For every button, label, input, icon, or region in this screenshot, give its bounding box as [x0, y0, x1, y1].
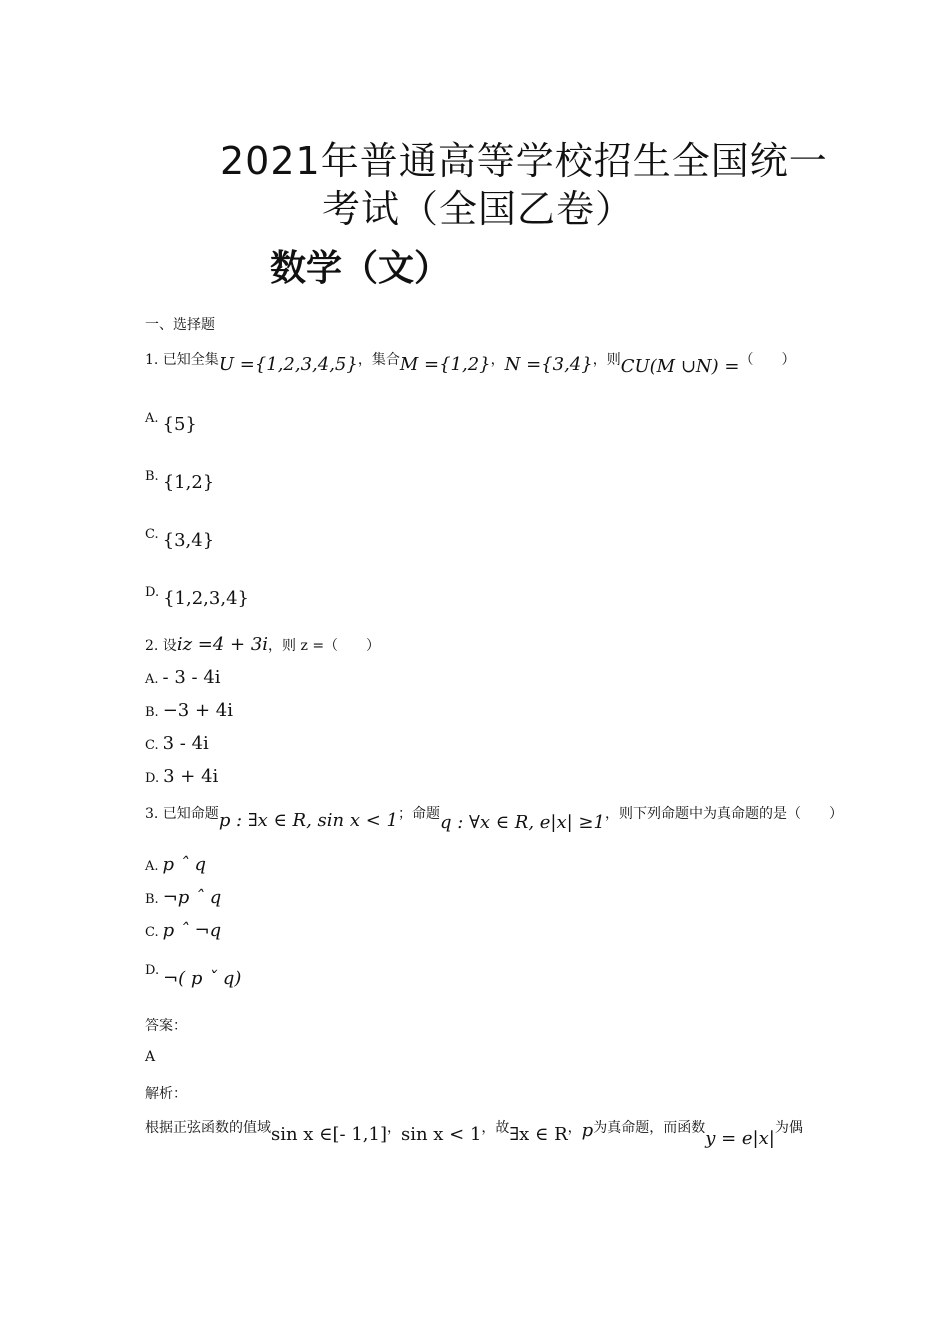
q2-stem-tail: ，则 z =（ ）: [268, 638, 381, 654]
analysis-t3: ，故: [481, 1120, 510, 1136]
q1-option-b-value: {1,2}: [162, 472, 215, 493]
q1-stem: [145, 348, 796, 377]
q2-option-c-value: 3 - 4i: [162, 733, 209, 754]
analysis-text: [145, 1116, 803, 1149]
q1-option-a-value: {5}: [162, 414, 197, 435]
q3-option-c-value: p ˆ ¬q: [162, 920, 222, 941]
q2-option-a: [145, 667, 221, 688]
q3-option-a: [145, 854, 206, 875]
q3-option-a-label: A.: [145, 859, 159, 874]
q1-set-n: N ={3,4}: [504, 354, 593, 375]
q2-option-c: [145, 733, 209, 754]
q1-comma: ，: [490, 352, 505, 368]
analysis-t4: ，: [567, 1120, 582, 1136]
q2-option-b-value: −3 + 4i: [162, 700, 233, 721]
analysis-m5: y = e|x|: [705, 1128, 775, 1149]
q2-equation: iz =4 + 3i: [176, 634, 269, 655]
q1-option-c: [145, 522, 215, 551]
q3-option-c: [145, 920, 221, 941]
q1-set-u: U ={1,2,3,4,5}: [218, 354, 358, 375]
q2-option-a-value: - 3 - 4i: [162, 667, 221, 688]
q1-option-d-label: D.: [145, 585, 160, 600]
q3-option-d-label: D.: [145, 963, 160, 978]
q3-option-d-value: ¬( p ˇ q): [163, 968, 242, 989]
analysis-t5: 为真命题，而函数: [593, 1120, 706, 1136]
q1-option-b-label: B.: [145, 469, 159, 484]
q1-expr: CU(M ∪N) =: [620, 356, 740, 377]
q1-option-d-value: {1,2,3,4}: [163, 588, 249, 609]
q2-stem-text: 2. 设: [145, 638, 177, 654]
q1-stem-text: 1. 已知全集: [145, 352, 219, 368]
q3-stem: [145, 802, 843, 833]
q1-option-c-label: C.: [145, 527, 159, 542]
doc-title-line2: 考试（全国乙卷）: [322, 187, 635, 231]
q1-mid-a: ，集合: [357, 352, 400, 368]
q3-option-c-label: C.: [145, 925, 159, 940]
q3-option-b-label: B.: [145, 892, 159, 907]
analysis-t2: ，: [386, 1120, 401, 1136]
q2-option-b: [145, 700, 233, 721]
doc-subject: 数学（文）: [270, 248, 451, 289]
analysis-t1: 根据正弦函数的值域: [145, 1120, 271, 1136]
q3-option-b-value: ¬p ˆ q: [162, 887, 222, 908]
analysis-heading: 解析：: [145, 1086, 187, 1102]
q3-option-d: [145, 958, 242, 989]
q1-mid-b: ，则: [592, 352, 621, 368]
q1-option-b: [145, 464, 215, 493]
q2-option-d-value: 3 + 4i: [163, 766, 219, 787]
doc-title-line1: 2021年普通高等学校招生全国统一: [220, 139, 828, 183]
analysis-m1: sin x ∈[- 1,1]: [271, 1124, 387, 1145]
q2-stem: [145, 634, 380, 655]
q3-stem-mid: ；命题: [397, 806, 440, 822]
answer-heading: 答案：: [145, 1018, 187, 1034]
q1-option-a: [145, 406, 197, 435]
analysis-m2: sin x < 1: [400, 1124, 482, 1145]
q1-option-d: [145, 580, 249, 609]
q3-option-a-value: p ˆ q: [162, 854, 207, 875]
answer-value: A: [145, 1049, 156, 1065]
q2-option-d: [145, 766, 218, 787]
q3-stem-text: 3. 已知命题: [145, 806, 219, 822]
analysis-t6: 为偶: [774, 1120, 803, 1136]
q2-option-b-label: B.: [145, 705, 159, 720]
q3-option-b: [145, 887, 221, 908]
section-heading: 一、选择题: [145, 317, 215, 333]
q3-proposition-p: p : ∃x ∈ R, sin x < 1: [218, 810, 398, 831]
q1-option-a-label: A.: [145, 411, 159, 426]
q2-option-a-label: A.: [145, 672, 159, 687]
q2-option-d-label: D.: [145, 771, 160, 786]
q3-proposition-q: q : ∀x ∈ R, e|x| ≥1: [439, 812, 605, 833]
q2-option-c-label: C.: [145, 738, 159, 753]
analysis-m3: ∃x ∈ R: [509, 1124, 568, 1145]
analysis-m4: p: [581, 1120, 594, 1141]
q1-set-m: M ={1,2}: [399, 354, 491, 375]
q1-option-c-value: {3,4}: [162, 530, 215, 551]
q1-paren: （ ）: [739, 352, 796, 368]
q3-stem-tail: ，则下列命题中为真命题的是（ ）: [604, 806, 843, 822]
